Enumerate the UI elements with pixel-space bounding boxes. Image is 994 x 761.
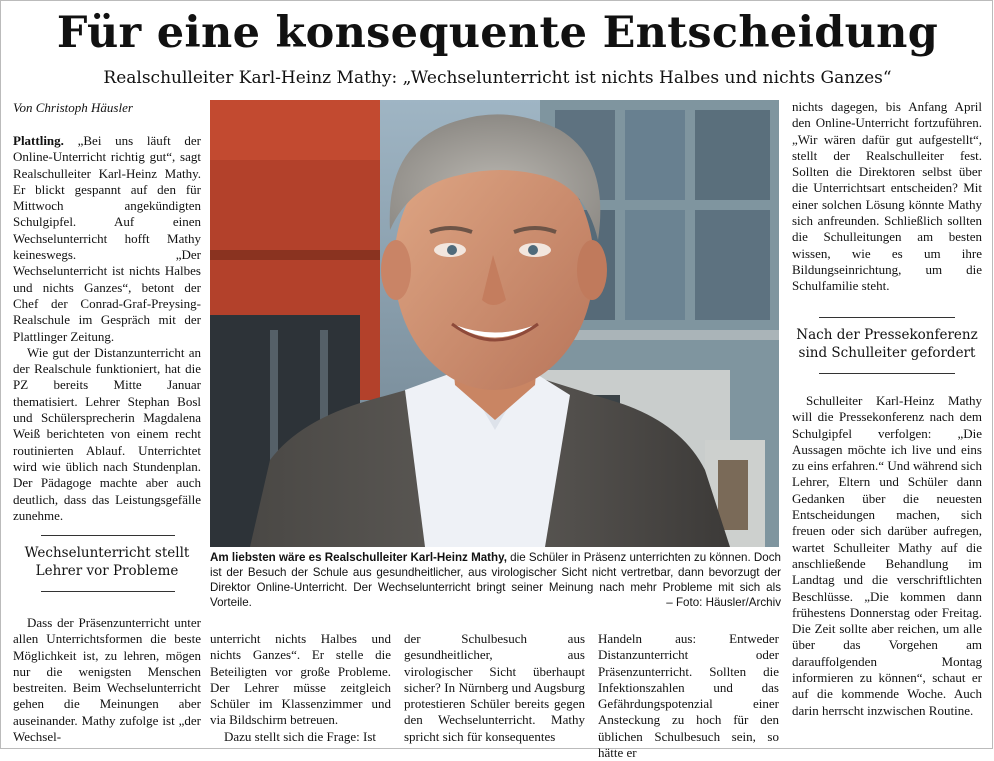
paragraph-lead <box>13 133 201 345</box>
portrait-photo <box>210 100 779 547</box>
paragraph: Dazu stellt sich die Frage: Ist <box>224 728 376 744</box>
dateline: Plattling. <box>13 133 64 148</box>
paragraph: Dass der Präsenzunterricht unter allen Unterrichtsformen die beste Möglichkeit ist, zu lehren, mögen nur die wenigsten Menschen bestreiten. Beim Wechselunterricht gehen die Meinungen aber auseinander. Mathy zufolge ist „der Wechsel- <box>13 615 201 745</box>
caption-text: die Schüler in Präsenz unterrichten zu können. Doch ist der Besuch der Schule aus gesundheitlicher, aus virologischer Sicht nicht vertretbar, dann bevorzugt der Direktor Online-Unterricht. Der Wechselunterricht bringt seiner Meinung nach mehr Probleme mit sich als Vorteile. <box>210 551 781 609</box>
paragraph: Handeln aus: Entweder Distanzunterricht oder Präsenzunterricht. Sollten die Infektionszahlen und das Gefährdungspotenzial einer Ansteckung zu hoch für den üblichen Schulbesuch sein, so hätte er <box>598 631 779 761</box>
column-3 <box>404 631 585 745</box>
section-subheading: Nach der Pressekonferenz sind Schulleiter gefordert <box>796 327 978 361</box>
column-1-top <box>13 133 201 524</box>
section-subheading: Wechselunterricht stellt Lehrer vor Probleme <box>24 545 190 579</box>
caption-lead: Am liebsten wäre es Realschulleiter Karl-Heinz Mathy, <box>210 551 507 564</box>
paragraph: unterricht nichts Halbes und nichts Ganzes“. Er stelle die Beteiligten vor große Probleme. Der Lehrer müsse zeitgleich Schüler im Klassenzimmer und via Bildschirm betreuen. <box>210 631 391 728</box>
column-1-bottom <box>13 615 201 745</box>
lead-text: „Bei uns läuft der Online-Unterricht richtig gut“, sagt Realschulleiter Karl-Heinz Mathy. Er blickt gespannt auf den für Mittwoch angekündigten Schulgipfel. Auf einen Wechselunterricht hofft Mathy keineswegs. „Der Wechselunterricht ist nichts Halbes und nichts Ganzes“, betont der Chef der Conrad-Graf-Preysing-Realschule im Gespräch mit der Plattlinger Zeitung. <box>13 133 201 344</box>
column-5-top <box>792 99 982 295</box>
byline: Von Christoph Häusler <box>13 100 133 115</box>
column-2 <box>210 631 391 745</box>
paragraph: nichts dagegen, bis Anfang April den Online-Unterricht fortzuführen. „Wir wären dafür gut aufgestellt“, stellt der Realschulleiter fest. Sollten die Direktoren selbst über die Unterrichtsart entscheiden? Mit einer solchen Lösung könnte Mathy sich anfreunden. Schließlich sollten die Schulleitungen am besten wissen, wie es um ihre Bildungseinrichtung, um die Schulfamilie steht. <box>792 99 982 294</box>
paragraph: Wie gut der Distanzunterricht an der Realschule funktioniert, hat die PZ bereits Mitte Januar thematisiert. Lehrer Stephan Bosl und Schülersprecherin Magdalena Weiß berichteten von einem recht routinierten Ablauf. Unterrichtet wird wie üblich nach Stundenplan. Der Pädagoge machte aber auch deutlich, dass das Leistungsgefälle zunehme. <box>13 344 201 523</box>
divider <box>819 317 955 318</box>
divider <box>819 373 955 374</box>
divider <box>41 591 175 592</box>
paragraph: Schulleiter Karl-Heinz Mathy will die Pressekonferenz nach dem Schulgipfel verfolgen: „Die Aussagen möchte ich live und eins zu eins erfahren.“ Und während sich Lehrer, Eltern und Schüler dann Gedanken über die neuesten Entscheidungen machen, sich freuen oder sich darüber aufregen, wartet Schulleiter Mathy auf die anschließende Behandlung im Landtag und die verschriftlichten Beschlüsse. „Die kommen dann frühestens Donnerstag oder Freitag. Die Zeit sollte aber reichen, um alle über das Vorgehen am darauffolgenden Montag informieren zu können“, schaut er auf die kommende Woche. Auch darin herrscht inzwischen Routine. <box>792 393 982 718</box>
article-subheadline: Realschulleiter Karl-Heinz Mathy: „Wechselunterricht ist nichts Halbes und nichts Ganzes“ <box>103 68 892 88</box>
photo-credit: – Foto: Häusler/Archiv <box>666 596 781 609</box>
column-4 <box>598 631 779 761</box>
photo-illustration <box>210 100 779 547</box>
divider <box>41 535 175 536</box>
column-5-bottom <box>792 393 982 719</box>
paragraph: der Schulbesuch aus gesundheitlicher, aus virologischer Sicht überhaupt sicher? In Nürnberg und Augsburg protestieren Schüler bereits gegen den Wechselunterricht. Mathy spricht sich für konsequentes <box>404 631 585 744</box>
article-headline: Für eine konsequente Entscheidung <box>56 8 939 58</box>
